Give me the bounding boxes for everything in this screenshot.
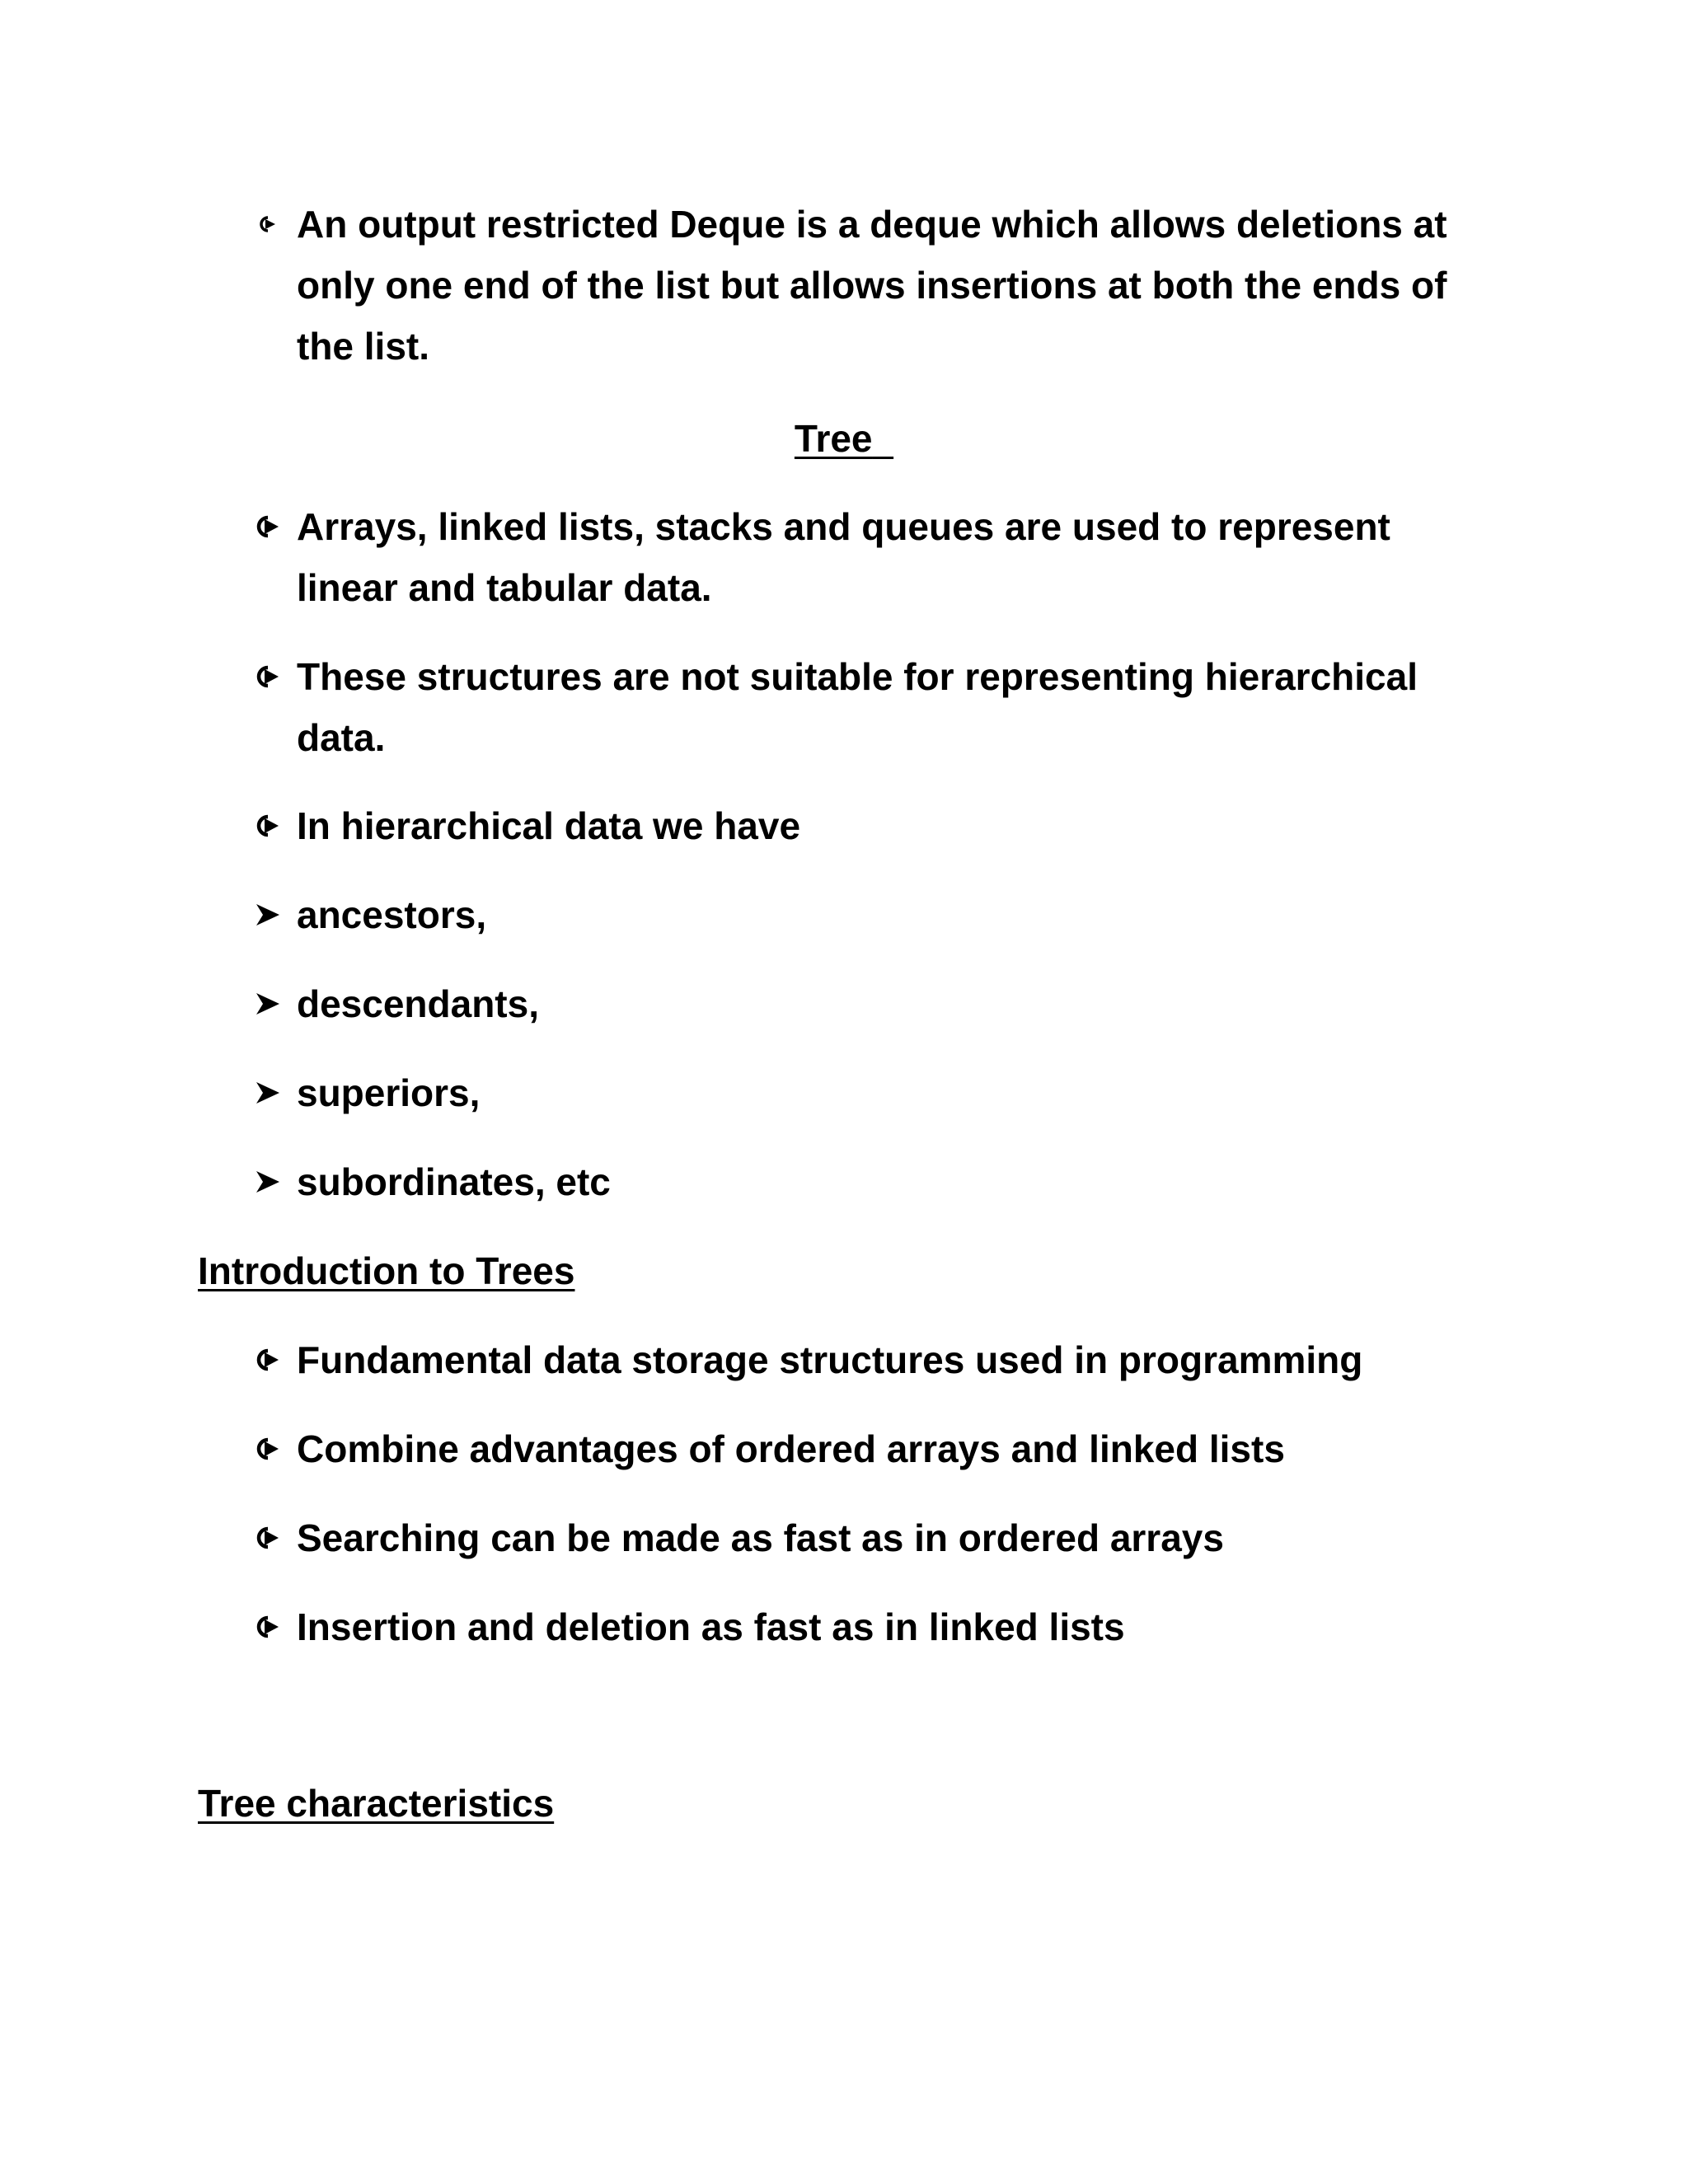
circled-arrow-icon [247,1329,288,1390]
list-item: Insertion and deletion as fast as in linked lists [247,1596,1484,1657]
arrowhead-icon [247,884,288,945]
circled-arrow-icon [247,194,288,255]
list-item: descendants, [247,973,1484,1034]
list-item: superiors, [247,1062,1484,1123]
circled-arrow-icon [247,1418,288,1479]
list-item: subordinates, etc [247,1151,1484,1212]
list-item [247,194,1484,377]
circled-arrow-icon [247,496,288,557]
list-item: Searching can be made as fast as in ordered arrays [247,1507,1484,1568]
list-item: In hierarchical data we have [247,795,1484,856]
arrowhead-icon [247,973,288,1034]
circled-arrow-icon [247,646,288,707]
circled-arrow-icon [247,795,288,856]
introduction-to-trees-heading: Introduction to Trees [198,1249,575,1292]
list-item: ancestors, [247,884,1484,945]
list-item: Arrays, linked lists, stacks and queues are used to represent linear and tabular data. [247,496,1484,618]
arrowhead-icon [247,1062,288,1123]
circled-arrow-icon [247,1507,288,1568]
tree-heading: Tree [794,417,873,460]
list-item: Combine advantages of ordered arrays and linked lists [247,1418,1484,1479]
circled-arrow-icon [247,1596,288,1657]
tree-characteristics-heading: Tree characteristics [198,1782,555,1825]
arrowhead-icon [247,1151,288,1212]
list-item: These structures are not suitable for representing hierarchical data. [247,646,1484,768]
list-item: Fundamental data storage structures used in programming [247,1329,1484,1390]
deque-definition: An output restricted Deque is a deque which allows deletions at only one end of the list but allows insertions at both the ends of the list. [297,203,1447,368]
